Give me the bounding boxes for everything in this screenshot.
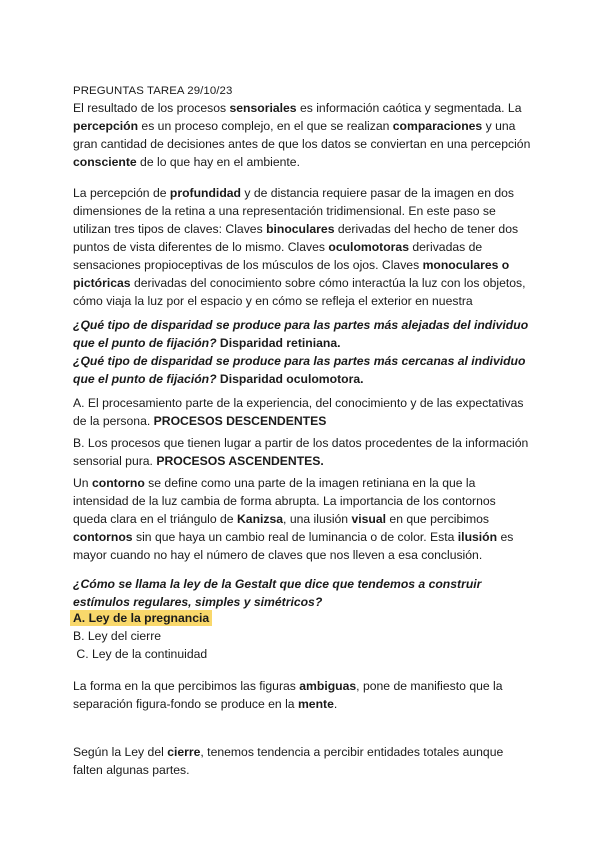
question-near: ¿Qué tipo de disparidad se produce para las partes más cercanas al individuo que el punto de fijación? — [73, 354, 526, 386]
option-c: C. Ley de la continuidad — [73, 647, 208, 661]
disparity-questions — [73, 316, 533, 388]
paragraph-contours: Un contorno se define como una parte de la imagen retiniana en la que la intensidad de la luz cambia de forma abrupta. La importancia de los contornos queda clara en el triángulo de Kanizsa, una ilusión visual en que percibimos contornos sin que haya un cambio real de luminancia o de color. Esta ilusión es mayor cuando no hay el número de claves que nos lleven a esa conclusión. — [73, 476, 514, 562]
gestalt-options — [73, 609, 533, 663]
document-title: PREGUNTAS TAREA 29/10/23 — [73, 85, 233, 97]
paragraph-closure-law: Según la Ley del cierre, tenemos tendencia a percibir entidades totales aunque falten algunas partes. — [73, 745, 504, 777]
option-b: B. Ley del cierre — [73, 629, 162, 643]
question-far: ¿Qué tipo de disparidad se produce para las partes más alejadas del individuo que el punto de fijación? — [73, 318, 529, 350]
paragraph-sensory-processes: El resultado de los procesos sensoriales es información caótica y segmentada. La percepción es un proceso complejo, en el que se realizan comparaciones y una gran cantidad de decisiones antes de que los datos se conviertan en una percepción consciente de lo que hay en el ambiente. — [73, 101, 531, 169]
option-a-highlighted: A. Ley de la pregnancia — [70, 610, 212, 626]
paragraph-ambiguous-figures: La forma en la que percibimos las figuras ambiguas, pone de manifiesto que la separación figura-fondo se produce en la mente. — [73, 679, 503, 711]
paragraph-depth-perception: La percepción de profundidad y de distancia requiere pasar de la imagen en dos dimensiones de la retina a una representación tridimensional. En este paso se utilizan tres tipos de claves: Claves binoculares derivadas del hecho de tener dos puntos de vista diferentes de lo mismo. Claves oculomotoras derivadas de sensaciones propioceptivas de los músculos de los ojos. Claves monoculares o pictóricas derivadas del conocimiento sobre cómo interactúa la luz con los objetos, cómo viaja la luz por el espacio y en cómo se refleja el exterior en nuestra — [73, 186, 526, 308]
option-top-down: A. El procesamiento parte de la experiencia, del conocimiento y de las expectativas de la persona. PROCESOS DESCENDENTES — [73, 396, 524, 428]
gestalt-question: ¿Cómo se llama la ley de la Gestalt que dice que tendemos a construir estímulos regulares, simples y simétricos? — [73, 577, 482, 609]
answer-far: Disparidad retiniana. — [216, 336, 341, 350]
answer-near: Disparidad oculomotora. — [216, 372, 364, 386]
option-bottom-up: B. Los procesos que tienen lugar a partir de los datos procedentes de la información sensorial pura. PROCESOS ASCENDENTES. — [73, 436, 529, 468]
